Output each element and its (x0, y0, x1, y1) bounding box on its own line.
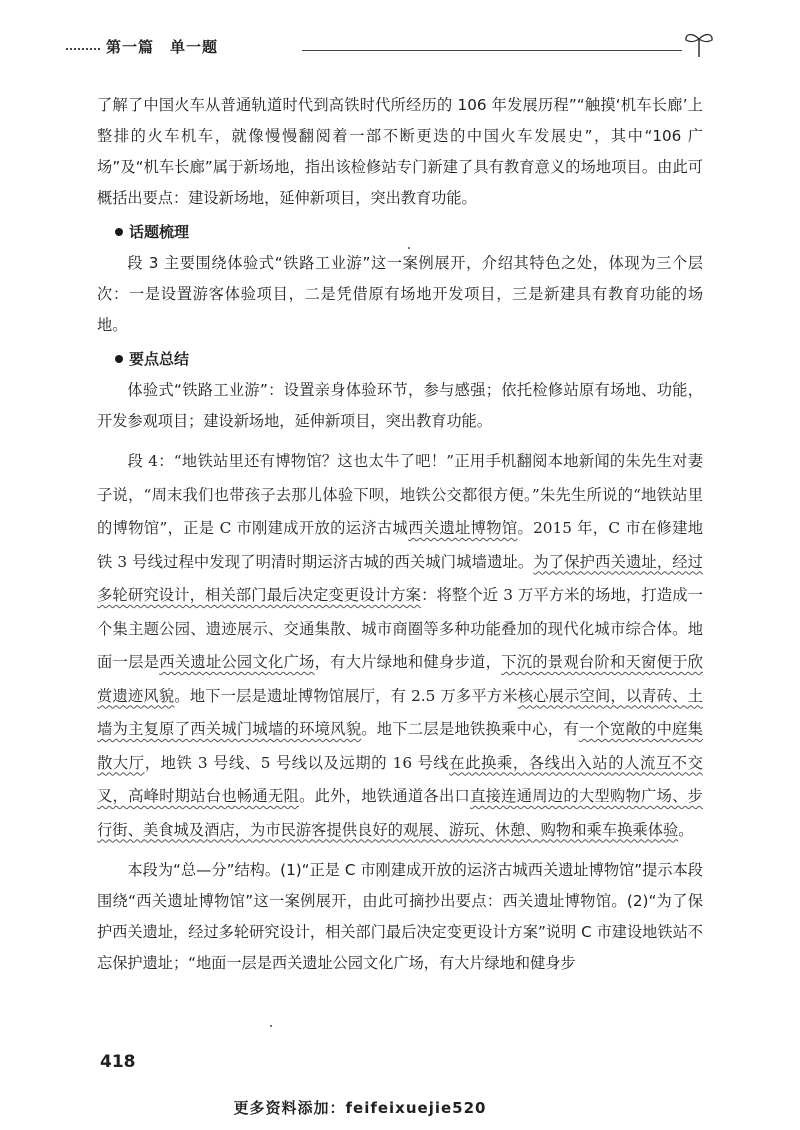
underlined-text: 为了保护西关遗址，经过多轮研究设计，相关部门最后决定变更设计方案 (97, 552, 703, 604)
chapter-title: 第一篇 单一题 (106, 38, 219, 56)
analysis-paragraph: 本段为“总—分”结构。(1)“正是 C 市刚建成开放的运济古城西关遗址博物馆”提示本段围绕“西关遗址博物馆”这一案例展开，由此可摘抄出要点：西关遗址博物馆。(2)“为了保护西关遗址，经过多轮研究设计，相关部门最后决定变更设计方案”说明 C 市建设地铁站不忘保护遗址；“地面一层是西关遗址公园文化广场，有大片绿地和健身步 (97, 861, 703, 972)
page-header (66, 34, 716, 58)
bullet-dot-icon (115, 355, 123, 363)
bullet-topic-sorting (97, 217, 703, 248)
passage-text: 。此外，地铁通道各出口 (299, 787, 471, 805)
scan-speck (408, 247, 410, 249)
underlined-text: 下沉的景观台阶和天窗便于欣赏遗迹风貌 (97, 653, 703, 705)
bullet-dot-icon (115, 228, 123, 236)
underlined-text: 西关遗址公园文化广场 (159, 653, 315, 671)
sprout-icon (682, 28, 716, 58)
underlined-text: 直接连通周边的大型购物广场、步行街、美食城及酒店，为市民游客提供良好的观展、游玩、休憩、购物和乘车换乘体验 (97, 787, 703, 839)
underlined-text: 在此换乘，各线出入站的人流互不交叉，高峰时期站台也畅通无阻 (97, 753, 703, 805)
paragraph-1: 了解了中国火车从普通轨道时代到高铁时代所经历的 106 年发展历程”“触摸‘机车长廊’上整排的火车机车，就像慢慢翻阅着一部不断更迭的中国火车发展史”，其中“106 广场”及“机车长廊”属于新场地，指出该检修站专门新建了具有教育意义的场地项目。由此可概括出要点：建设新场地，延伸新项目，突出教育功能。 (97, 96, 703, 207)
passage-text: 段 4：“地铁站里还有博物馆？这也太牛了吧！”正用手机翻阅本地新闻的朱先生对妻子说，“周末我们也带孩子去那儿体验下呗，地铁公交都很方便。”朱先生所说的“地铁站里的博物馆”，正是 C 市刚建成开放的运济古城 (97, 452, 703, 537)
underlined-text: 一个宽敞的中庭集散大厅 (97, 720, 703, 772)
header-rule (302, 50, 682, 51)
passage-text: 。2015 年，C 市在修建地铁 3 号线过程中发现了明清时期运济古城的西关城门城墙遗址。 (97, 519, 703, 571)
passage-text: ：将整个近 3 万平方米的场地，打造成一个集主题公园、遗迹展示、交通集散、城市商圈等多种功能叠加的现代化城市综合体。地面一层是 (97, 586, 703, 671)
footer-note: 更多资料添加：feifeixuejie520 (233, 1099, 487, 1117)
header-dotted-line (66, 48, 100, 50)
scan-speck (270, 1025, 272, 1027)
bullet-label: 话题梳理 (129, 223, 190, 241)
passage-text: 。地下一层是遗址博物馆展厅，有 2.5 万多平方米 (174, 686, 518, 705)
bullet-label: 要点总结 (129, 350, 190, 368)
bullet-key-points (97, 344, 703, 375)
passage-text: 。 (678, 820, 694, 839)
passage-paragraph (97, 445, 703, 847)
page-number: 418 (100, 1052, 136, 1072)
passage-block (97, 445, 703, 847)
passage-text: ，有大片绿地和健身步道， (314, 653, 502, 671)
underlined-text: 西关遗址博物馆 (408, 519, 518, 537)
passage-text: ，地铁 3 号线、5 号线以及远期的 16 号线 (144, 753, 450, 772)
paragraph-3: 体验式“铁路工业游”：设置亲身体验环节，参与感强；依托检修站原有场地、功能，开发参观项目；建设新场地，延伸新项目，突出教育功能。 (97, 381, 703, 430)
underlined-text: 核心展示空间，以青砖、土墙为主复原了西关城门城墙的环境风貌 (97, 686, 703, 738)
passage-text: 。地下二层是地铁换乘中心，有 (361, 720, 579, 738)
paragraph-2: 段 3 主要围绕体验式“铁路工业游”这一案例展开，介绍其特色之处，体现为三个层次：一是设置游客体验项目，二是凭借原有场地开发项目，三是新建具有教育功能的场地。 (97, 254, 703, 334)
main-content (97, 90, 703, 979)
